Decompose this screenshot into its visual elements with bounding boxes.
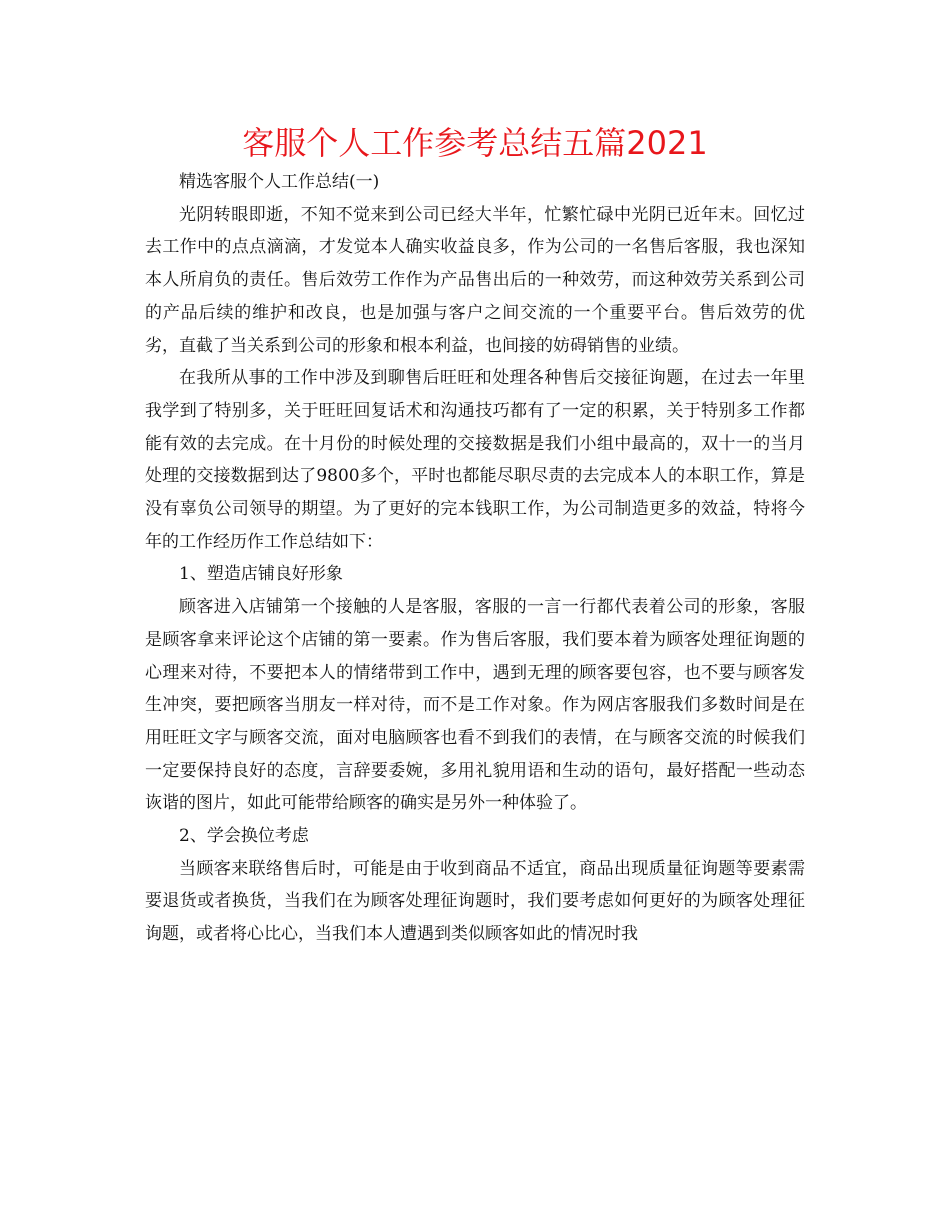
paragraph: 顾客进入店铺第一个接触的人是客服，客服的一言一行都代表着公司的形象，客服是顾客拿来评论这个店铺的第一要素。作为售后客服，我们要本着为顾客处理征询题的心理来对待，不要把本人的情绪带到工作中，遇到无理的顾客要包容，也不要与顾客发生冲突，要把顾客当朋友一样对待，而不是工作对象。作为网店客服我们多数时间是在用旺旺文字与顾客交流，面对电脑顾客也看不到我们的表情，在与顾客交流的时候我们一定要保持良好的态度，言辞要委婉，多用礼貌用语和生动的语句，最好搭配一些动态诙谐的图片，如此可能带给顾客的确实是另外一种体验了。 [145, 597, 805, 814]
document-title: 客服个人工作参考总结五篇2021 [242, 124, 708, 162]
document-body [145, 166, 805, 951]
paragraph: 当顾客来联络售后时，可能是由于收到商品不适宜，商品出现质量征询题等要素需要退货或者换货，当我们在为顾客处理征询题时，我们要考虑如何更好的为顾客处理征询题，或者将心比心，当我们本人遭遇到类似顾客如此的情况时我 [145, 858, 805, 945]
paragraph: 在我所从事的工作中涉及到聊售后旺旺和处理各种售后交接征询题，在过去一年里我学到了特别多，关于旺旺回复话术和沟通技巧都有了一定的积累，关于特别多工作都能有效的去完成。在十月份的时候处理的交接数据是我们小组中最高的，双十一的当月处理的交接数据到达了9800多个，平时也都能尽职尽责的去完成本人的本职工作，算是没有辜负公司领导的期望。为了更好的完本钱职工作，为公司制造更多的效益，特将今年的工作经历作工作总结如下： [145, 368, 805, 552]
subsection-heading: 2、学会换位考虑 [179, 826, 309, 847]
paragraph: 光阴转眼即逝，不知不觉来到公司已经大半年，忙繁忙碌中光阴已近年末。回忆过去工作中的点点滴滴，才发觉本人确实收益良多，作为公司的一名售后客服，我也深知本人所肩负的责任。售后效劳工作作为产品售出后的一种效劳，而这种效劳关系到公司的产品后续的维护和改良，也是加强与客户之间交流的一个重要平台。售后效劳的优劣，直截了当关系到公司的形象和根本利益，也间接的妨碍销售的业绩。 [145, 204, 805, 356]
section-heading: 精选客服个人工作总结(一) [179, 172, 380, 192]
subsection-heading: 1、塑造店铺良好形象 [179, 564, 343, 585]
